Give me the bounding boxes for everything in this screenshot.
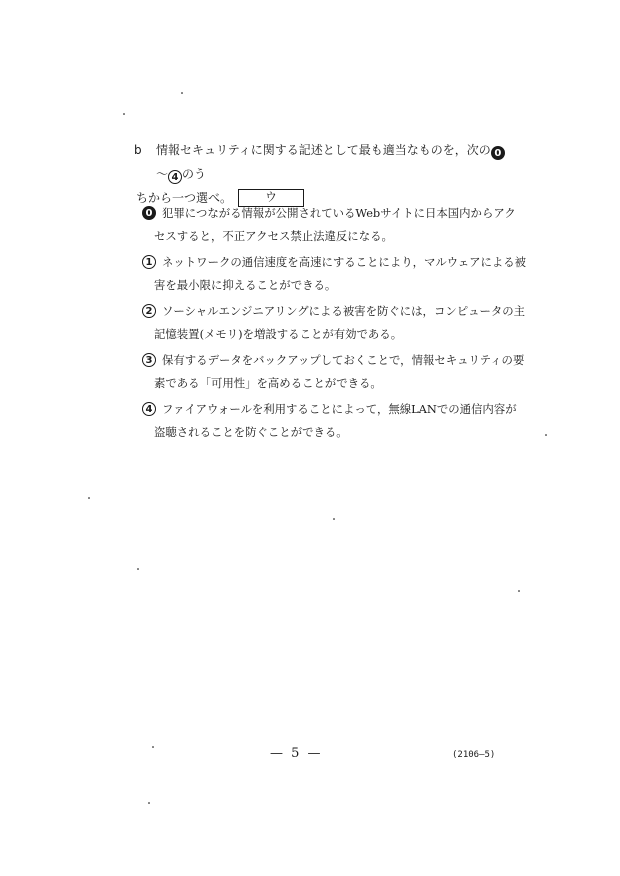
scan-speck [88, 497, 90, 499]
page-code: (2106—5) [452, 750, 496, 760]
choice-range-end: 4 [168, 170, 182, 184]
scan-speck [123, 113, 125, 115]
scan-speck [181, 92, 183, 94]
scan-speck [137, 568, 139, 570]
choice-number: 4 [142, 402, 156, 416]
scan-speck [152, 746, 154, 748]
scan-speck [148, 802, 150, 804]
answer-box: ウ [238, 189, 304, 207]
choice-text-cont: 記憶装置(メモリ)を増設することが有効である。 [154, 326, 403, 341]
question-label: b [134, 143, 142, 157]
question-text-cont: ちから一つ選べ。 [136, 191, 233, 205]
choice-item [142, 349, 525, 394]
choice-item [142, 202, 516, 247]
choice-range-start: 0 [491, 146, 505, 160]
scan-speck [518, 590, 520, 592]
choice-text: 犯罪につながる情報が公開されているWebサイトに日本国内からアク [162, 206, 516, 220]
choice-number: 2 [142, 304, 156, 318]
choice-text-cont: 盗聴されることを防ぐことができる。 [154, 424, 348, 439]
question-b [134, 138, 506, 210]
scan-speck [333, 518, 335, 520]
choice-list [142, 202, 527, 447]
choice-text-cont: セスすると，不正アクセス禁止法違反になる。 [154, 228, 393, 243]
question-text-tail: のう [182, 167, 207, 181]
choice-item [142, 251, 527, 296]
question-text-line1 [156, 138, 506, 186]
choice-text: 保有するデータをバックアップしておくことで，情報セキュリティの要 [162, 353, 525, 367]
choice-text: ファイアウォールを利用することによって，無線LANでの通信内容が [162, 402, 517, 416]
page-number: — 5 — [270, 746, 323, 761]
choice-item [142, 398, 517, 443]
question-text: 情報セキュリティに関する記述として最も適当なものを，次の [156, 143, 491, 157]
choice-text: ソーシャルエンジニアリングによる被害を防ぐには，コンピュータの主 [162, 304, 526, 318]
choice-number: 1 [142, 255, 156, 269]
choice-text: ネットワークの通信速度を高速にすることにより，マルウェアによる被 [162, 255, 527, 269]
choice-number: 3 [142, 353, 156, 367]
choice-text-cont: 素である「可用性」を高めることができる。 [154, 375, 382, 390]
choice-text-cont: 害を最小限に抑えることができる。 [154, 277, 337, 292]
choice-range-sep: ～ [156, 167, 169, 181]
scan-speck [545, 434, 547, 436]
choice-item [142, 300, 526, 345]
choice-number: 0 [142, 206, 156, 220]
